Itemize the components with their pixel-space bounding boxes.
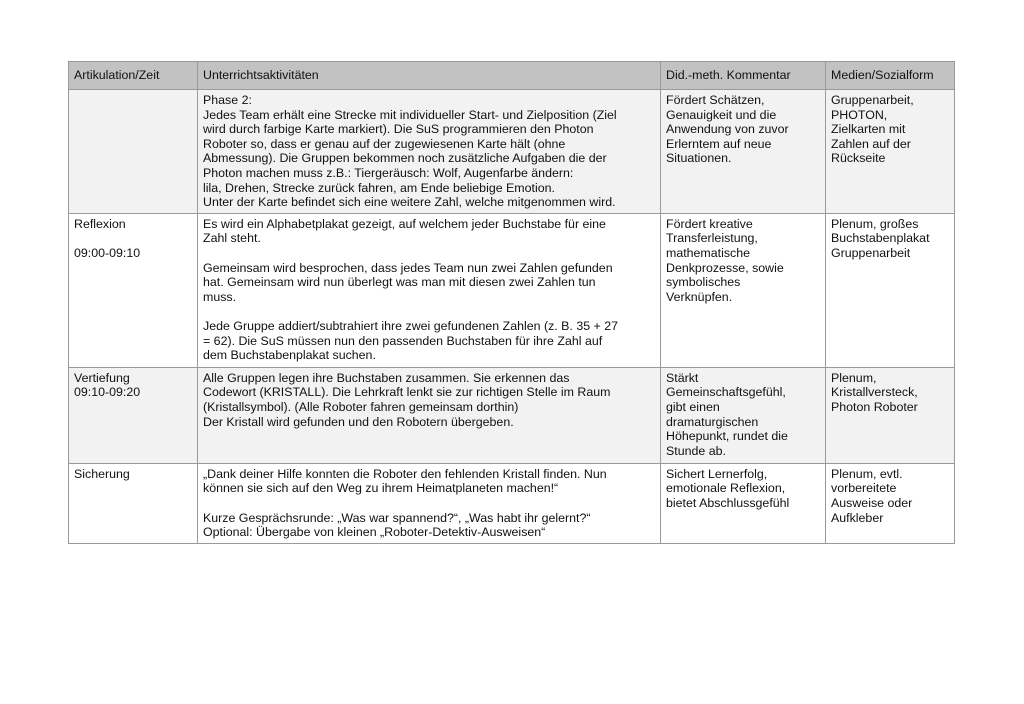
media-line: Ausweise oder (831, 495, 913, 510)
activities-line: können sie sich auf den Weg zu ihrem Heimatplaneten machen!“ (203, 481, 559, 496)
header-unterrichtsaktivitaeten: Unterrichtsaktivitäten (198, 62, 661, 90)
activities-line: = 62). Die SuS müssen nun den passenden Buchstaben für ihre Zahl auf (203, 333, 603, 348)
activities-cell (198, 90, 661, 214)
activities-cell (198, 213, 661, 367)
activities-line: Abmessung). Die Gruppen bekommen noch zusätzliche Aufgaben die der (203, 151, 607, 166)
activities-line: Zahl steht. (203, 231, 261, 246)
table-row (69, 90, 955, 214)
activities-line: Codewort (KRISTALL). Die Lehrkraft lenkt sie zur richtigen Stelle im Raum (203, 385, 611, 400)
comment-line: Anwendung von zuvor (666, 122, 789, 137)
activities-line: Kurze Gesprächsrunde: „Was war spannend?“, „Was habt ihr gelernt?“ (203, 510, 591, 525)
phase-line: Vertiefung (74, 370, 130, 385)
activities-line: Phase 2: (203, 93, 252, 107)
comment-line: dramaturgischen (666, 414, 759, 429)
comment-line: Erlerntem auf neue (666, 136, 772, 151)
media-cell (826, 367, 955, 463)
blank-line (74, 93, 192, 108)
activities-line: lila, Drehen, Strecke zurück fahren, am Ende beliebige Emotion. (203, 180, 555, 195)
table-row (69, 463, 955, 543)
comment-line: bietet Abschlussgefühl (666, 495, 790, 510)
activities-line: Unter der Karte befindet sich eine weitere Zahl, welche mitgenommen wird. (203, 195, 616, 210)
phase-line: Sicherung (74, 466, 130, 481)
media-cell (826, 90, 955, 214)
activities-cell (198, 367, 661, 463)
comment-line: emotionale Reflexion, (666, 481, 786, 496)
blank-line (74, 231, 192, 246)
blank-line (203, 304, 655, 319)
comment-line: Stärkt (666, 370, 699, 385)
phase-line: 09:10-09:20 (74, 385, 141, 400)
comment-line: Situationen. (666, 151, 732, 166)
phase-cell (69, 463, 198, 543)
header-kommentar: Did.-meth. Kommentar (661, 62, 826, 90)
comment-line: mathematische (666, 245, 751, 260)
media-line: Gruppenarbeit, (831, 93, 914, 107)
activities-line: Der Kristall wird gefunden und den Robotern übergeben. (203, 414, 514, 429)
activities-line: muss. (203, 289, 237, 304)
activities-line: hat. Gemeinsam wird nun überlegt was man mit diesen zwei Zahlen tun (203, 275, 596, 290)
comment-line: Genauigkeit und die (666, 107, 777, 122)
activities-cell (198, 463, 661, 543)
comment-line: Gemeinschaftsgefühl, (666, 385, 786, 400)
media-line: Zahlen auf der (831, 136, 911, 151)
activities-line: Jede Gruppe addiert/subtrahiert ihre zwei gefundenen Zahlen (z. B. 35 + 27 (203, 318, 619, 333)
comment-line: Denkprozesse, sowie (666, 260, 784, 275)
table-row (69, 367, 955, 463)
media-line: Zielkarten mit (831, 122, 906, 137)
comment-line: symbolisches (666, 275, 741, 290)
phase-line: Reflexion (74, 216, 126, 231)
comment-line: Transferleistung, (666, 231, 758, 246)
activities-line: Gemeinsam wird besprochen, dass jedes Team nun zwei Zahlen gefunden (203, 260, 613, 275)
activities-line: Optional: Übergabe von kleinen „Roboter-Detektiv-Ausweisen“ (203, 525, 546, 540)
blank-line (203, 246, 655, 261)
media-cell (826, 213, 955, 367)
activities-line: Photon machen muss z.B.: Tiergeräusch: Wolf, Augenfarbe ändern: (203, 165, 574, 180)
activities-line: Alle Gruppen legen ihre Buchstaben zusammen. Sie erkennen das (203, 370, 570, 385)
media-line: Kristallversteck, (831, 385, 918, 400)
comment-cell (661, 463, 826, 543)
comment-line: Stunde ab. (666, 443, 726, 458)
media-line: Plenum, evtl. (831, 466, 903, 481)
phase-cell (69, 90, 198, 214)
comment-line: Sichert Lernerfolg, (666, 466, 768, 481)
comment-line: Fördert kreative (666, 216, 753, 231)
table-row (69, 213, 955, 367)
activities-line: dem Buchstabenplakat suchen. (203, 348, 376, 363)
comment-line: Höhepunkt, rundet die (666, 429, 788, 444)
activities-line: Roboter so, dass er genau auf der zugewiesenen Karte hält (ohne (203, 136, 566, 151)
header-medien-sozialform: Medien/Sozialform (826, 62, 955, 90)
comment-cell (661, 367, 826, 463)
activities-line: Jedes Team erhält eine Strecke mit individueller Start- und Zielposition (Ziel (203, 107, 617, 122)
lesson-plan-table (68, 61, 955, 544)
media-line: Plenum, (831, 370, 877, 385)
media-line: Aufkleber (831, 510, 884, 525)
activities-line: „Dank deiner Hilfe konnten die Roboter den fehlenden Kristall finden. Nun (203, 466, 607, 481)
media-line: PHOTON, (831, 107, 888, 122)
comment-line: gibt einen (666, 399, 720, 414)
media-line: Photon Roboter (831, 399, 918, 414)
table-header-row (69, 62, 955, 90)
phase-cell (69, 213, 198, 367)
comment-cell (661, 213, 826, 367)
media-line: Plenum, großes (831, 216, 919, 231)
comment-line: Fördert Schätzen, (666, 93, 765, 107)
media-line: Rückseite (831, 151, 886, 166)
activities-line: wird durch farbige Karte markiert). Die SuS programmieren den Photon (203, 122, 594, 137)
media-line: Gruppenarbeit (831, 245, 911, 260)
media-line: vorbereitete (831, 481, 897, 496)
phase-line: 09:00-09:10 (74, 245, 141, 260)
comment-cell (661, 90, 826, 214)
activities-line: (Kristallsymbol). (Alle Roboter fahren gemeinsam dorthin) (203, 399, 519, 414)
header-artikulation-zeit: Artikulation/Zeit (69, 62, 198, 90)
media-cell (826, 463, 955, 543)
comment-line: Verknüpfen. (666, 289, 733, 304)
activities-line: Es wird ein Alphabetplakat gezeigt, auf welchem jeder Buchstabe für eine (203, 216, 606, 231)
media-line: Buchstabenplakat (831, 231, 930, 246)
phase-cell (69, 367, 198, 463)
blank-line (203, 496, 655, 511)
